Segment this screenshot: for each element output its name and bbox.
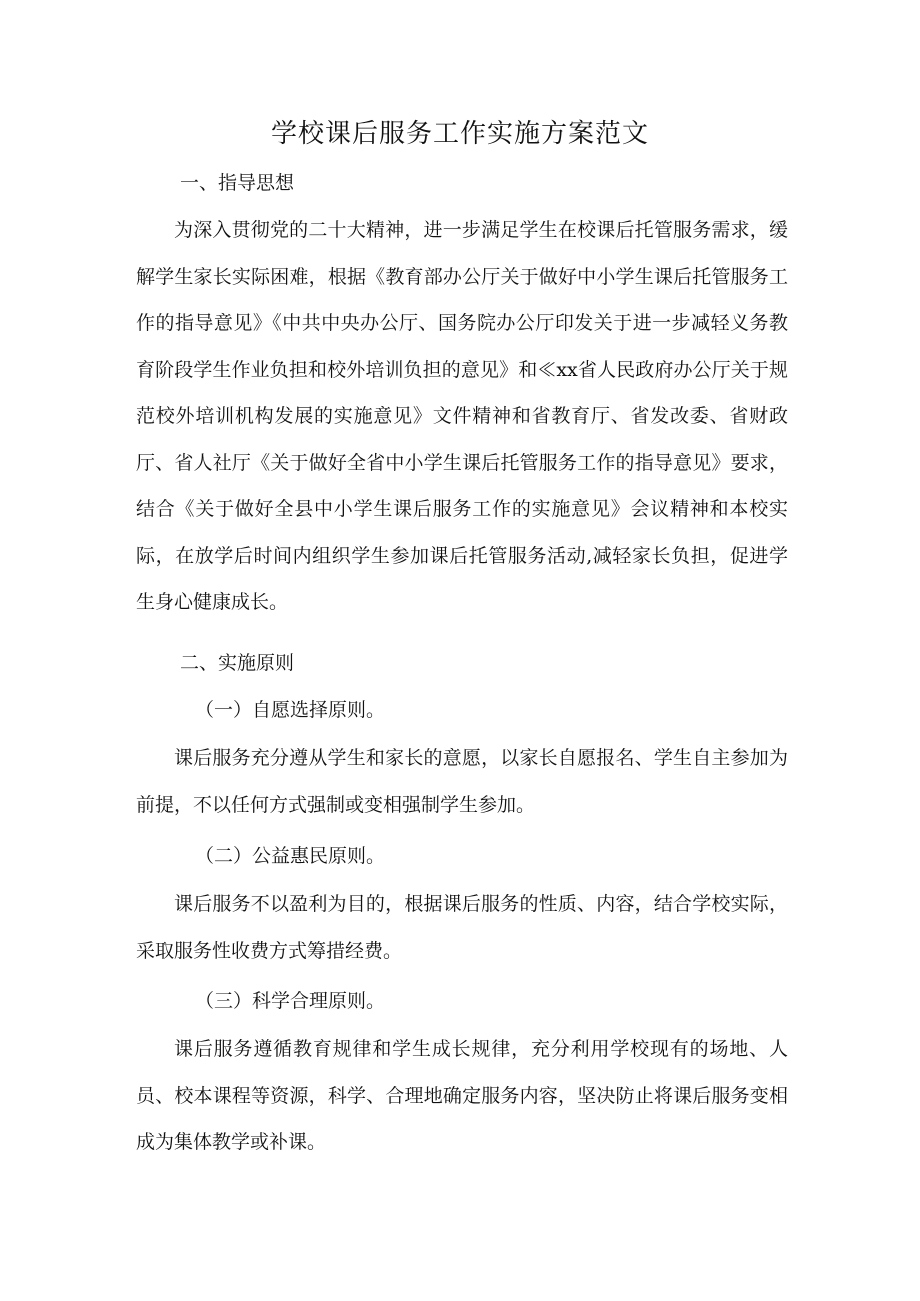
principle-heading-scientific: （三）科学合理原则。 [195,990,386,1012]
principle-heading-voluntary: （一）自愿选择原则。 [195,699,386,721]
principle-text-voluntary: 课后服务充分遵从学生和家长的意愿，以家长自愿报名、学生自主参加为前提，不以任何方式强制或变相强制学生参加。 [136,747,788,816]
section-heading-principles: 二、实施原则 [180,652,295,674]
guiding-ideology-paragraph: 为深入贯彻党的二十大精神，进一步满足学生在校课后托管服务需求，缓解学生家长实际困难，根据《教育部办公厅关于做好中小学生课后托管服务工作的指导意见》《中共中央办公厅、国务院办公厅印发关于进一步减轻义务教育阶段学生作业负担和校外培训负担的意见》和≪xx省人民政府办公厅关于规范校外培训机构发展的实施意见》文件精神和省教育厅、省发改委、省财政厅、省人社厅《关于做好全省中小学生课后托管服务工作的指导意见》要求，结合《关于做好全县中小学生课后服务工作的实施意见》会议精神和本校实际，在放学后时间内组织学生参加课后托管服务活动,减轻家长负担，促进学生身心健康成长。 [136,219,788,613]
principle-heading-public-welfare: （二）公益惠民原则。 [195,845,386,867]
principle-text-scientific: 课后服务遵循教育规律和学生成长规律，充分利用学校现有的场地、人员、校本课程等资源，科学、合理地确定服务内容，坚决防止将课后服务变相成为集体教学或补课。 [136,1038,788,1153]
section-heading-guiding-ideology: 一、指导思想 [180,172,295,194]
principle-text-public-welfare: 课后服务不以盈利为目的，根据课后服务的性质、内容，结合学校实际，采取服务性收费方式筹措经费。 [136,893,788,962]
document-title: 学校课后服务工作实施方案范文 [270,119,649,149]
